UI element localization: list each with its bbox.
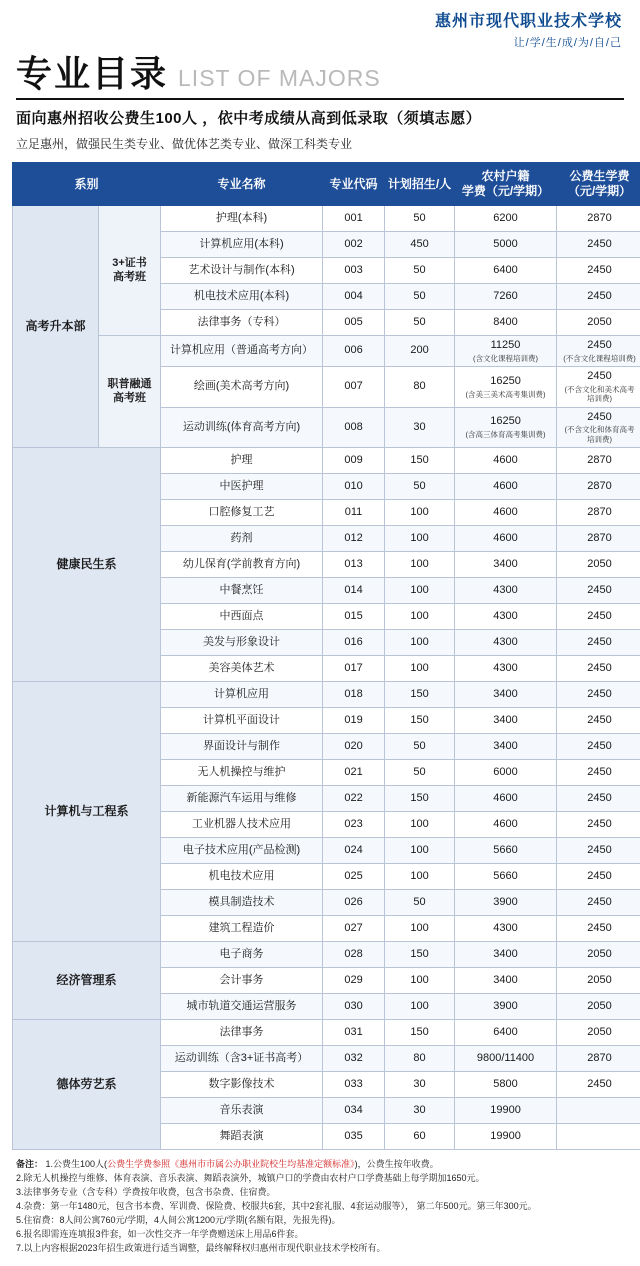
rural-fee-cell: 3400	[455, 968, 557, 994]
page-title-en: LIST OF MAJORS	[178, 67, 381, 92]
major-name-cell: 计算机应用(本科)	[161, 232, 323, 258]
free-fee-cell: 2450	[557, 578, 640, 604]
major-code-cell: 004	[323, 284, 385, 310]
major-code-cell: 020	[323, 734, 385, 760]
major-name-cell: 会计事务	[161, 968, 323, 994]
rural-fee-cell: 3400	[455, 682, 557, 708]
major-code-cell: 027	[323, 916, 385, 942]
plan-count-cell: 60	[385, 1124, 455, 1150]
major-name-cell: 护理(本科)	[161, 206, 323, 232]
free-fee-cell: 2450	[557, 656, 640, 682]
plan-count-cell: 150	[385, 682, 455, 708]
table-row	[13, 1020, 640, 1046]
free-fee-cell: 2050	[557, 1020, 640, 1046]
major-name-cell: 机电技术应用(本科)	[161, 284, 323, 310]
rural-fee-cell: 19900	[455, 1124, 557, 1150]
major-name-cell: 新能源汽车运用与维修	[161, 786, 323, 812]
rural-fee-cell: 11250 (含文化课程培训费)	[455, 336, 557, 367]
footnote-item: 1.公费生100人(公费生学费参照《惠州市市属公办职业院校生均基准定额标准》)，公费生按年收费。	[46, 1159, 439, 1169]
free-fee-cell: 2450	[557, 232, 640, 258]
plan-count-cell: 150	[385, 1020, 455, 1046]
col-header-free-line2: （元/学期）	[568, 184, 631, 198]
rural-fee-cell: 6400	[455, 1020, 557, 1046]
major-name-cell: 法律事务（专科）	[161, 310, 323, 336]
col-header-name: 专业名称	[161, 163, 323, 206]
free-fee-cell: 2050	[557, 310, 640, 336]
free-fee-cell: 2450	[557, 838, 640, 864]
free-fee-cell: 2870	[557, 206, 640, 232]
free-fee-cell: 2450 (不含文化和体育高考培训费)	[557, 407, 640, 448]
footnote-item: 2.除无人机操控与维修、体育表演、音乐表演、舞蹈表演外，城镇户口的学费由农村户口学费基础上每学期加1650元。	[16, 1172, 624, 1186]
rural-fee-cell: 3900	[455, 994, 557, 1020]
plan-count-cell: 100	[385, 630, 455, 656]
rural-fee-cell: 5660	[455, 864, 557, 890]
footnote-item: 7.以上内容根据2023年招生政策进行适当调整，最终解释权归惠州市现代职业技术学校所有。	[16, 1242, 624, 1256]
plan-count-cell: 50	[385, 310, 455, 336]
free-fee-cell: 2450	[557, 284, 640, 310]
dept-cell: 计算机与工程系	[13, 682, 161, 942]
footnote-item: 6.报名即需连连填报3件套，如一次性交齐一年学费赠送床上用品6件套。	[16, 1228, 624, 1242]
free-fee-cell: 2450	[557, 890, 640, 916]
title-divider	[16, 98, 624, 100]
major-name-cell: 机电技术应用	[161, 864, 323, 890]
free-fee-cell: 2450	[557, 1072, 640, 1098]
major-name-cell: 数字影像技术	[161, 1072, 323, 1098]
free-fee-cell: 2450	[557, 734, 640, 760]
plan-count-cell: 100	[385, 604, 455, 630]
free-fee-cell: 2450	[557, 786, 640, 812]
major-name-cell: 工业机器人技术应用	[161, 812, 323, 838]
rural-fee-cell: 4600	[455, 474, 557, 500]
plan-count-cell: 150	[385, 786, 455, 812]
plan-count-cell: 150	[385, 448, 455, 474]
page-title: 专业目录	[16, 56, 168, 92]
footnote-highlight: 公费生学费参照《惠州市市属公办职业院校生均基准定额标准》	[107, 1159, 355, 1169]
majors-table	[12, 162, 640, 1150]
rural-fee-note: (含美三美术高考集训费)	[459, 390, 552, 399]
free-fee-cell: 2450 (不含文化课程培训费)	[557, 336, 640, 367]
major-name-cell: 计算机应用（普通高考方向）	[161, 336, 323, 367]
major-code-cell: 010	[323, 474, 385, 500]
table-row	[13, 942, 640, 968]
major-name-cell: 模具制造技术	[161, 890, 323, 916]
free-fee-cell: 2870	[557, 500, 640, 526]
footnote-item: 4.杂费：第一年1480元，包含书本费、军训费、保险费、校服共6套，其中2套礼服、4套运动服等）， 第二年500元。第三年300元。	[16, 1200, 624, 1214]
plan-count-cell: 100	[385, 838, 455, 864]
free-fee-cell: 2450	[557, 682, 640, 708]
footnote-item: 5.住宿费：8人间公寓760元/学期，4人间公寓1200元/学期(名额有限，先报先得)。	[16, 1214, 624, 1228]
table-row	[13, 206, 640, 232]
plan-count-cell: 80	[385, 1046, 455, 1072]
free-fee-note: (不含文化和体育高考培训费)	[561, 425, 638, 444]
major-code-cell: 018	[323, 682, 385, 708]
major-code-cell: 005	[323, 310, 385, 336]
group-cell: 职普融通 高考班	[99, 336, 161, 448]
plan-count-cell: 450	[385, 232, 455, 258]
free-fee-cell: 2450 (不含文化和美术高考培训费)	[557, 367, 640, 408]
rural-fee-cell: 9800/11400	[455, 1046, 557, 1072]
major-name-cell: 运动训练（含3+证书高考）	[161, 1046, 323, 1072]
plan-count-cell: 50	[385, 206, 455, 232]
major-name-cell: 绘画(美术高考方向)	[161, 367, 323, 408]
plan-count-cell: 50	[385, 734, 455, 760]
major-name-cell: 美容美体艺术	[161, 656, 323, 682]
major-name-cell: 无人机操控与维护	[161, 760, 323, 786]
major-name-cell: 护理	[161, 448, 323, 474]
major-code-cell: 021	[323, 760, 385, 786]
major-code-cell: 034	[323, 1098, 385, 1124]
plan-count-cell: 50	[385, 258, 455, 284]
plan-count-cell: 200	[385, 336, 455, 367]
plan-count-cell: 100	[385, 656, 455, 682]
major-code-cell: 014	[323, 578, 385, 604]
major-name-cell: 舞蹈表演	[161, 1124, 323, 1150]
major-name-cell: 美发与形象设计	[161, 630, 323, 656]
rural-fee-cell: 4600	[455, 500, 557, 526]
title-row	[12, 56, 628, 92]
free-fee-cell: 2870	[557, 448, 640, 474]
plan-count-cell: 30	[385, 1072, 455, 1098]
plan-count-cell: 100	[385, 812, 455, 838]
major-name-cell: 中餐烹饪	[161, 578, 323, 604]
rural-fee-cell: 4300	[455, 604, 557, 630]
rural-fee-cell: 3400	[455, 552, 557, 578]
major-name-cell: 艺术设计与制作(本科)	[161, 258, 323, 284]
major-name-cell: 电子技术应用(产品检测)	[161, 838, 323, 864]
rural-fee-note: (含高三体育高考集训费)	[459, 430, 552, 439]
table-row	[13, 682, 640, 708]
plan-count-cell: 100	[385, 916, 455, 942]
plan-count-cell: 50	[385, 284, 455, 310]
major-code-cell: 033	[323, 1072, 385, 1098]
school-name: 惠州市现代职业技术学校	[12, 8, 622, 31]
rural-fee-cell: 6200	[455, 206, 557, 232]
rural-fee-cell: 4600	[455, 786, 557, 812]
footnotes-label: 备注：	[16, 1159, 43, 1169]
plan-count-cell: 100	[385, 578, 455, 604]
rural-fee-cell: 4300	[455, 916, 557, 942]
dept-cell: 健康民生系	[13, 448, 161, 682]
major-name-cell: 口腔修复工艺	[161, 500, 323, 526]
major-code-cell: 029	[323, 968, 385, 994]
table-body	[13, 206, 640, 1150]
free-fee-cell: 2450	[557, 916, 640, 942]
free-fee-cell: 2050	[557, 994, 640, 1020]
rural-fee-cell: 3400	[455, 708, 557, 734]
major-code-cell: 008	[323, 407, 385, 448]
major-name-cell: 界面设计与制作	[161, 734, 323, 760]
free-fee-cell: 2450	[557, 760, 640, 786]
major-name-cell: 计算机平面设计	[161, 708, 323, 734]
major-code-cell: 026	[323, 890, 385, 916]
dept-cell: 德体劳艺系	[13, 1020, 161, 1150]
rural-fee-cell: 5000	[455, 232, 557, 258]
group-cell: 3+证书 高考班	[99, 206, 161, 336]
footnotes	[16, 1158, 624, 1256]
col-header-rural-line1: 农村户籍	[482, 169, 530, 183]
free-fee-cell: 2050	[557, 968, 640, 994]
major-name-cell: 建筑工程造价	[161, 916, 323, 942]
major-name-cell: 中医护理	[161, 474, 323, 500]
rural-fee-cell: 3400	[455, 942, 557, 968]
major-name-cell: 音乐表演	[161, 1098, 323, 1124]
major-code-cell: 031	[323, 1020, 385, 1046]
plan-count-cell: 50	[385, 760, 455, 786]
major-code-cell: 003	[323, 258, 385, 284]
dept-cell: 经济管理系	[13, 942, 161, 1020]
major-code-cell: 012	[323, 526, 385, 552]
free-fee-note: (不含文化课程培训费)	[561, 354, 638, 363]
free-fee-cell: 2450	[557, 604, 640, 630]
free-fee-cell: 2450	[557, 864, 640, 890]
major-code-cell: 017	[323, 656, 385, 682]
col-header-plan: 计划招生/人	[385, 163, 455, 206]
major-name-cell: 运动训练(体育高考方向)	[161, 407, 323, 448]
major-code-cell: 001	[323, 206, 385, 232]
rural-fee-cell: 16250 (含高三体育高考集训费)	[455, 407, 557, 448]
plan-count-cell: 100	[385, 552, 455, 578]
page-subtitle: 面向惠州招收公费生100人 ，依中考成绩从高到低录取（须填志愿）	[16, 107, 624, 128]
rural-fee-cell: 16250 (含美三美术高考集训费)	[455, 367, 557, 408]
free-fee-cell: 2870	[557, 526, 640, 552]
rural-fee-cell: 4300	[455, 630, 557, 656]
rural-fee-cell: 8400	[455, 310, 557, 336]
plan-count-cell: 80	[385, 367, 455, 408]
footnote-item: 3.法律事务专业（含专科）学费按年收费，包含书杂费、住宿费。	[16, 1186, 624, 1200]
rural-fee-cell: 4600	[455, 812, 557, 838]
rural-fee-cell: 4300	[455, 656, 557, 682]
col-header-rural-line2: 学费（元/学期）	[462, 184, 549, 198]
table-row	[13, 336, 640, 367]
rural-fee-cell: 5660	[455, 838, 557, 864]
major-code-cell: 024	[323, 838, 385, 864]
table-header-row	[13, 163, 640, 206]
major-code-cell: 025	[323, 864, 385, 890]
rural-fee-cell: 3900	[455, 890, 557, 916]
col-header-rural-fee	[455, 163, 557, 206]
rural-fee-cell: 6000	[455, 760, 557, 786]
free-fee-cell: 2050	[557, 552, 640, 578]
table-row	[13, 448, 640, 474]
rural-fee-cell: 6400	[455, 258, 557, 284]
col-header-free-line1: 公费生学费	[570, 169, 630, 183]
plan-count-cell: 100	[385, 994, 455, 1020]
free-fee-cell: 2050	[557, 942, 640, 968]
school-slogan: 让/学/生/成/为/自/己	[12, 34, 622, 50]
plan-count-cell: 100	[385, 526, 455, 552]
rural-fee-cell: 7260	[455, 284, 557, 310]
free-fee-cell: 2450	[557, 708, 640, 734]
major-name-cell: 计算机应用	[161, 682, 323, 708]
plan-count-cell: 50	[385, 890, 455, 916]
plan-count-cell: 30	[385, 407, 455, 448]
major-code-cell: 009	[323, 448, 385, 474]
free-fee-cell: 2450	[557, 812, 640, 838]
brand-bar	[12, 0, 628, 50]
major-code-cell: 035	[323, 1124, 385, 1150]
rural-fee-cell: 4600	[455, 526, 557, 552]
free-fee-cell	[557, 1124, 640, 1150]
major-name-cell: 药剂	[161, 526, 323, 552]
rural-fee-cell: 4300	[455, 578, 557, 604]
major-name-cell: 幼儿保育(学前教育方向)	[161, 552, 323, 578]
major-code-cell: 032	[323, 1046, 385, 1072]
free-fee-note: (不含文化和美术高考培训费)	[561, 385, 638, 404]
page-tagline: 立足惠州，做强民生类专业、做优体艺类专业、做深工科类专业	[16, 135, 624, 152]
rural-fee-cell: 19900	[455, 1098, 557, 1124]
free-fee-cell: 2870	[557, 1046, 640, 1072]
plan-count-cell: 150	[385, 708, 455, 734]
major-code-cell: 030	[323, 994, 385, 1020]
plan-count-cell: 30	[385, 1098, 455, 1124]
major-code-cell: 013	[323, 552, 385, 578]
major-code-cell: 028	[323, 942, 385, 968]
major-name-cell: 法律事务	[161, 1020, 323, 1046]
major-code-cell: 007	[323, 367, 385, 408]
plan-count-cell: 100	[385, 500, 455, 526]
col-header-dept: 系别	[13, 163, 161, 206]
major-code-cell: 011	[323, 500, 385, 526]
plan-count-cell: 100	[385, 968, 455, 994]
rural-fee-note: (含文化课程培训费)	[459, 354, 552, 363]
plan-count-cell: 50	[385, 474, 455, 500]
major-code-cell: 023	[323, 812, 385, 838]
col-header-free-fee	[557, 163, 640, 206]
free-fee-cell	[557, 1098, 640, 1124]
free-fee-cell: 2870	[557, 474, 640, 500]
plan-count-cell: 150	[385, 942, 455, 968]
major-code-cell: 016	[323, 630, 385, 656]
major-code-cell: 006	[323, 336, 385, 367]
col-header-code: 专业代码	[323, 163, 385, 206]
rural-fee-cell: 5800	[455, 1072, 557, 1098]
major-name-cell: 电子商务	[161, 942, 323, 968]
major-name-cell: 城市轨道交通运营服务	[161, 994, 323, 1020]
major-code-cell: 015	[323, 604, 385, 630]
free-fee-cell: 2450	[557, 630, 640, 656]
plan-count-cell: 100	[385, 864, 455, 890]
major-code-cell: 002	[323, 232, 385, 258]
major-code-cell: 022	[323, 786, 385, 812]
rural-fee-cell: 3400	[455, 734, 557, 760]
major-name-cell: 中西面点	[161, 604, 323, 630]
rural-fee-cell: 4600	[455, 448, 557, 474]
free-fee-cell: 2450	[557, 258, 640, 284]
dept-cell: 高考升本部	[13, 206, 99, 448]
major-code-cell: 019	[323, 708, 385, 734]
